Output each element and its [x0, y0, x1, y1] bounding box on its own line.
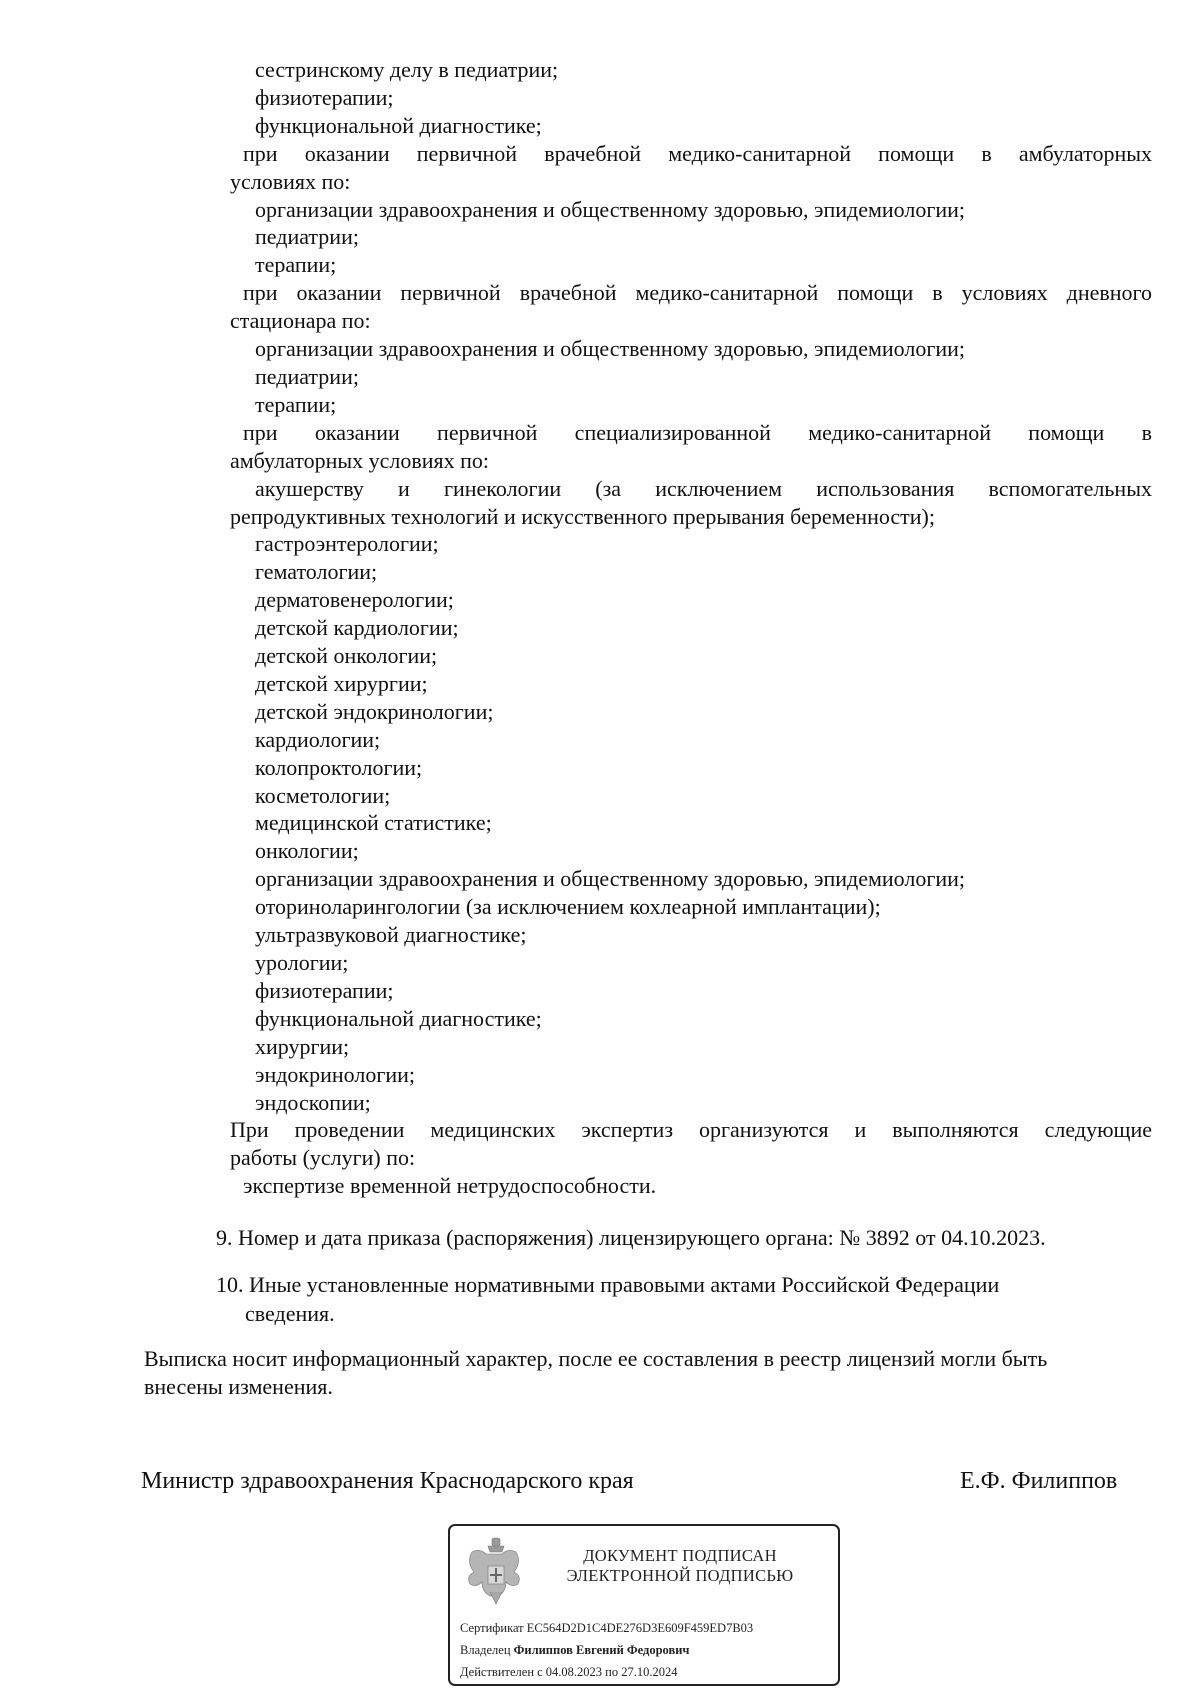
list-item-cont: репродуктивных технологий и искусственного прерывания беременности); [230, 503, 935, 529]
certificate-value: EC564D2D1C4DE276D3E609F459ED7B03 [526, 1621, 754, 1635]
condition-heading-ambulatory-cont: условиях по: [230, 168, 351, 194]
list-item: организации здравоохранения и общественному здоровью, эпидемиологии; [255, 336, 966, 362]
list-item: ультразвуковой диагностике; [255, 922, 527, 948]
list-item: педиатрии; [255, 363, 359, 389]
validity-line: Действителен с 04.08.2023 по 27.10.2024 [460, 1665, 678, 1679]
list-item: гастроэнтерологии; [255, 531, 439, 557]
list-item: хирургии; [255, 1033, 350, 1059]
list-item: физиотерапии; [255, 84, 394, 110]
stamp-title-line: ЭЛЕКТРОННОЙ ПОДПИСЬЮ [566, 1566, 794, 1585]
disclaimer-line: внесены изменения. [144, 1374, 333, 1399]
list-item: организации здравоохранения и общественному здоровью, эпидемиологии; [255, 866, 966, 892]
license-activities-list [230, 56, 1152, 1200]
list-item: функциональной диагностике; [255, 1005, 542, 1031]
owner-line [460, 1642, 689, 1658]
section-9: 9. Номер и дата приказа (распоряжения) лицензирующего органа: № 3892 от 04.10.2023. [216, 1225, 1046, 1250]
list-item: медицинской статистике; [255, 810, 492, 836]
list-item: экспертизе временной нетрудоспособности. [243, 1173, 657, 1199]
list-item: колопроктологии; [255, 754, 423, 780]
condition-heading-ambulatory: при оказании первичной врачебной медико-санитарной помощи в амбулаторных [243, 140, 1152, 166]
russian-coat-of-arms-icon [464, 1536, 528, 1608]
disclaimer-note [144, 1345, 1154, 1401]
condition-heading-specialized: при оказании первичной специализированной медико-санитарной помощи в [243, 419, 1152, 445]
list-item: функциональной диагностике; [255, 112, 542, 138]
stamp-title [540, 1546, 820, 1586]
list-item: детской кардиологии; [255, 615, 459, 641]
signatory-name: Е.Ф. Филиппов [960, 1468, 1118, 1494]
expertise-heading: При проведении медицинских экспертиз организуются и выполняются следующие [230, 1117, 1152, 1143]
list-item: эндоскопии; [255, 1089, 371, 1115]
owner-value: Филиппов Евгений Федорович [513, 1643, 690, 1657]
list-item: урологии; [255, 950, 349, 975]
list-item: сестринскому делу в педиатрии; [255, 57, 559, 82]
list-item: онкологии; [255, 838, 359, 864]
condition-heading-day-hospital: при оказании первичной врачебной медико-санитарной помощи в условиях дневного [243, 280, 1152, 306]
list-item: гематологии; [255, 559, 378, 585]
list-item: терапии; [255, 391, 337, 417]
condition-heading-specialized-cont: амбулаторных условиях по: [230, 447, 490, 473]
stamp-title-line: ДОКУМЕНТ ПОДПИСАН [583, 1546, 777, 1565]
list-item: детской хирургии; [255, 670, 428, 696]
list-item: педиатрии; [255, 224, 359, 250]
certificate-label: Сертификат [460, 1621, 524, 1635]
signatory-position: Министр здравоохранения Краснодарского края [141, 1468, 634, 1494]
list-item: кардиологии; [255, 726, 381, 752]
list-item: оториноларингологии (за исключением кохлеарной имплантации); [255, 894, 881, 920]
electronic-signature-stamp [448, 1524, 840, 1686]
disclaimer-line: Выписка носит информационный характер, после ее составления в реестр лицензий могли быть [144, 1346, 1048, 1371]
list-item: организации здравоохранения и общественному здоровью, эпидемиологии; [255, 196, 966, 222]
section-10-cont: сведения. [245, 1301, 335, 1326]
list-item: детской эндокринологии; [255, 698, 494, 724]
certificate-line [460, 1620, 753, 1636]
list-item: эндокринологии; [255, 1061, 416, 1087]
expertise-heading-cont: работы (услуги) по: [230, 1145, 416, 1171]
condition-heading-day-hospital-cont: стационара по: [230, 308, 371, 334]
owner-label: Владелец [460, 1643, 511, 1657]
section-10: 10. Иные установленные нормативными правовыми актами Российской Федерации [216, 1272, 1000, 1297]
list-item: дерматовенерологии; [255, 587, 454, 613]
list-item: физиотерапии; [255, 977, 394, 1003]
list-item: терапии; [255, 252, 337, 278]
list-item: косметологии; [255, 782, 391, 808]
list-item: акушерству и гинекологии (за исключением использования вспомогательных [255, 475, 1152, 501]
list-item: детской онкологии; [255, 643, 438, 669]
